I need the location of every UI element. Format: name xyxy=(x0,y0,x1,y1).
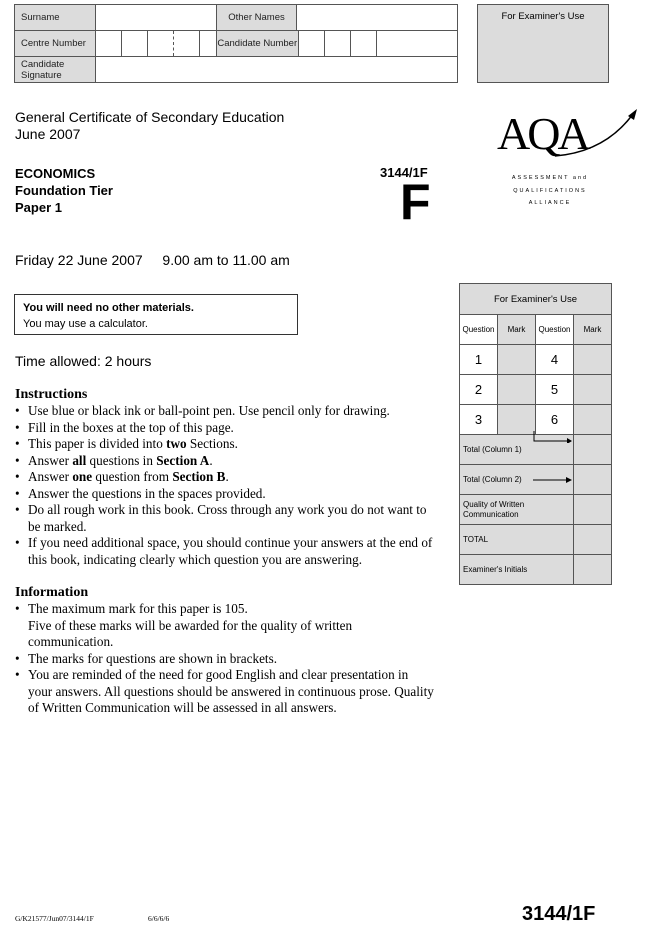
footer-numbers: 6/6/6/6 xyxy=(148,914,170,923)
paper-code: 3144/1F xyxy=(380,165,428,180)
information-list xyxy=(15,601,435,717)
total-column-1-mark[interactable] xyxy=(574,435,612,465)
col-mark-2: Mark xyxy=(574,315,612,345)
instruction-text: Use blue or black ink or ball-point pen. Use pencil only for drawing. xyxy=(28,403,390,418)
candidate-signature-label: Candidate Signature xyxy=(15,57,96,83)
aqa-logo xyxy=(495,106,645,211)
information-item: • You are reminded of the need for good English and clear presentation in your answers. All questions should be answered in continuous prose. Quality of Written Communication will be assessed in all answers. xyxy=(15,667,435,717)
information-item: • The marks for questions are shown in brackets. xyxy=(15,651,435,668)
question-number: 1 xyxy=(460,345,498,375)
instruction-text: Do all rough work in this book. Cross through any work you do not want to be marked. xyxy=(28,502,427,534)
instruction-item xyxy=(15,469,435,486)
instructions-section xyxy=(15,387,435,568)
logo-line-3: ALLIANCE xyxy=(528,200,572,206)
instruction-emphasis: one xyxy=(72,469,93,484)
question-number: 2 xyxy=(460,375,498,405)
centre-number-label: Centre Number xyxy=(15,31,96,57)
total-column-2-mark[interactable] xyxy=(574,465,612,495)
question-number: 3 xyxy=(460,405,498,435)
instruction-text: Fill in the boxes at the top of this page. xyxy=(28,419,234,435)
instruction-text: If you need additional space, you should continue your answers at the end of this book, indicating clearly which question you are answering. xyxy=(28,535,433,567)
total-column-1-label xyxy=(460,435,574,465)
logo-line-2: QUALIFICATIONS xyxy=(513,187,587,194)
instruction-text: . xyxy=(225,469,229,484)
instruction-text: questions in xyxy=(86,452,157,468)
instruction-item xyxy=(15,420,435,437)
exam-date: Friday 22 June 2007 xyxy=(15,252,143,268)
instruction-text: . xyxy=(209,452,213,468)
total-column-1-text: Total (Column 1) xyxy=(463,445,522,454)
question-number: 6 xyxy=(536,405,574,435)
total-mark[interactable] xyxy=(574,525,612,555)
col-question-2: Question xyxy=(536,315,574,345)
qwc-mark[interactable] xyxy=(574,495,612,525)
arrow-right-icon xyxy=(533,431,573,443)
examiner-initials-label: Examiner's Initials xyxy=(460,555,574,585)
instruction-text: question from xyxy=(92,469,173,484)
materials-line-2: You may use a calculator. xyxy=(23,318,148,330)
mark-cell[interactable] xyxy=(574,405,612,435)
instruction-text: Answer the questions in the spaces provided. xyxy=(28,485,266,501)
instruction-item xyxy=(15,403,435,420)
instruction-text: This paper is divided into xyxy=(28,436,167,451)
time-allowed: Time allowed: 2 hours xyxy=(15,353,152,369)
instructions-heading: Instructions xyxy=(15,387,88,402)
examiner-use-box: For Examiner's Use xyxy=(477,4,609,83)
candidate-number-field[interactable] xyxy=(298,31,458,57)
footer-reference: G/K21577/Jun07/3144/1F xyxy=(15,914,94,923)
total-column-2-label xyxy=(460,465,574,495)
information-heading: Information xyxy=(15,585,89,600)
mark-cell[interactable] xyxy=(498,405,536,435)
total-label: TOTAL xyxy=(460,525,574,555)
mark-cell[interactable] xyxy=(574,345,612,375)
instructions-list xyxy=(15,403,435,568)
instruction-emphasis: Section A xyxy=(156,452,210,468)
instruction-text: Sections. xyxy=(186,436,238,451)
question-number: 5 xyxy=(536,375,574,405)
exam-time: 9.00 am to 11.00 am xyxy=(162,252,290,268)
information-item: • The maximum mark for this paper is 105. Five of these marks will be awarded for the quality of written communication. xyxy=(15,601,435,651)
surname-label: Surname xyxy=(15,5,96,31)
instruction-item xyxy=(15,535,435,568)
examiner-marks-table xyxy=(459,283,612,585)
instruction-text: Answer xyxy=(28,469,73,484)
instruction-emphasis: two xyxy=(166,436,187,451)
candidate-signature-field[interactable] xyxy=(96,57,458,83)
materials-box xyxy=(14,294,298,335)
centre-number-field[interactable] xyxy=(96,31,217,57)
instruction-emphasis: all xyxy=(72,452,87,468)
other-names-label: Other Names xyxy=(217,5,297,31)
question-number: 4 xyxy=(536,345,574,375)
aqa-logo-mark: AQA xyxy=(497,108,588,159)
instruction-item xyxy=(15,436,435,453)
instruction-item xyxy=(15,502,435,535)
col-question-1: Question xyxy=(460,315,498,345)
footer-code: 3144/1F xyxy=(522,903,596,925)
tier-letter: F xyxy=(400,174,431,230)
mark-cell[interactable] xyxy=(574,375,612,405)
qwc-label: Quality of Written Communication xyxy=(460,495,574,525)
arrow-right-icon xyxy=(533,476,573,484)
information-section xyxy=(15,585,435,717)
examiner-initials-field[interactable] xyxy=(574,555,612,585)
logo-line-1: ASSESSMENT and xyxy=(511,175,589,181)
total-column-2-text: Total (Column 2) xyxy=(463,475,522,484)
instruction-item xyxy=(15,486,435,503)
subject: ECONOMICS xyxy=(15,166,96,181)
other-names-field[interactable] xyxy=(297,5,458,31)
tier: Foundation Tier xyxy=(15,183,113,198)
surname-field[interactable] xyxy=(96,5,217,31)
candidate-details-table xyxy=(14,4,458,83)
instruction-item xyxy=(15,453,435,470)
session: June 2007 xyxy=(15,126,81,142)
instruction-text: Answer xyxy=(28,452,73,468)
mark-cell[interactable] xyxy=(498,375,536,405)
examiner-table-title: For Examiner's Use xyxy=(460,284,612,315)
candidate-number-label: Candidate Number xyxy=(217,31,299,57)
mark-cell[interactable] xyxy=(498,345,536,375)
col-mark-1: Mark xyxy=(498,315,536,345)
instruction-emphasis: Section B xyxy=(172,469,226,484)
qualification-title: General Certificate of Secondary Education xyxy=(15,109,285,125)
swoosh-icon xyxy=(495,106,645,166)
materials-line-1: You will need no other materials. xyxy=(23,302,194,314)
paper: Paper 1 xyxy=(15,200,62,215)
